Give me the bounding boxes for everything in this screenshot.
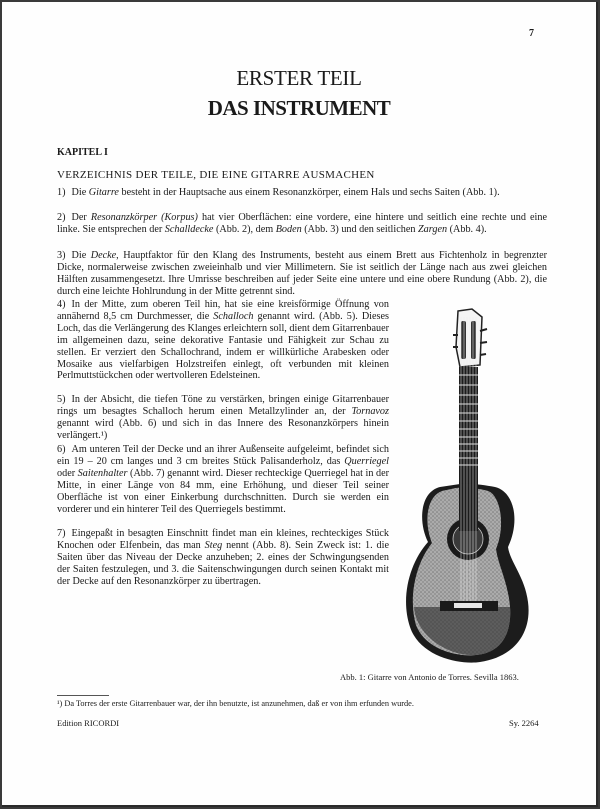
paragraph-number: 6)	[57, 444, 66, 455]
text-run: Eingepaßt in besagten Einschnitt findet man ein kleines, rechteckiges Stück Knochen oder Elfenbein, das man	[57, 528, 389, 551]
term-italic: Decke	[90, 250, 117, 261]
text-run: In der Mitte, zum oberen Teil hin, hat sie eine kreisförmige Öffnung von annähernd 8,5 cm Durchmesser, die	[57, 299, 389, 322]
paragraph-number: 7)	[57, 528, 66, 539]
text-run: genannt wird (Abb. 6) und sich in das Innere des Resonanzkörpers hinein verlängert.¹)	[57, 417, 389, 441]
term-italic: Tornavoz	[351, 405, 389, 417]
footnote-divider	[57, 695, 109, 696]
text-run: besteht in der Hauptsache aus einem Resonanzkörper, einem Hals und sechs Saiten (Abb. 1).	[118, 187, 500, 198]
text-run: Die	[71, 250, 91, 261]
paragraph-number: 2)	[57, 212, 66, 223]
figure-caption: Abb. 1: Gitarre von Antonio de Torres. Sevilla 1863.	[340, 672, 519, 682]
term-italic: Boden	[275, 223, 302, 235]
page-number: 7	[529, 28, 534, 39]
term-italic: Schalldecke	[164, 223, 214, 235]
paragraph-7	[57, 528, 389, 588]
paragraph-2	[57, 212, 547, 236]
text-run: (Abb. 7) genannt wird. Dieser rechteckige Querriegel hat in der Mitte, in einer Länge von 84 mm, eine Erhöhung, und dieser Teil seiner Oberfläche ist von einer Einkerbung durchschnitten. Durch sie werden ein vorderer und ein hinterer Teil des Querriegels bestimmt.	[57, 467, 389, 515]
guitar-photo-icon	[400, 307, 535, 667]
text-run: genannt wird. (Abb. 5). Dieses Loch, das die Verlängerung des Klanges erleichtern soll, dient dem Gitarrenbauer im allgemeinen dazu, seine dekorative Fantasie und Fähigkeit zur Schau zu stellen. Er verziert den Schallochrand, indem er willkürliche Arabesken oder Mosaike aus vielfarbigen Holzstreifen einlegt, oft verbunden mit kleinen Perlmuttstückchen oder wertvolleren Edelsteinen.	[57, 310, 389, 382]
term-italic: Saitenhalter	[77, 467, 128, 479]
paragraph-5	[57, 394, 389, 442]
text-run: Die	[71, 187, 89, 198]
text-run: (Abb. 4).	[447, 223, 487, 235]
text-run: , Hauptfaktor für den Klang des Instruments, besteht aus einem Brett aus Fichtenholz in begrenzter Dicke, normalerweise zwischen zweieinhalb und vier Millimetern. Sie ist seitlich der Länge nach aus zwei gleichen Hälften zusammengesetzt. Ihre Umrisse beschreiben auf jeder Seite eine untere und eine obere Rundung (Abb. 2), die durch eine leichte Hohlrundung in der Mitte getrennt sind.	[57, 250, 547, 297]
catalog-number: Sy. 2264	[509, 718, 539, 728]
text-run: Der	[71, 212, 91, 223]
text-run: In der Absicht, die tiefen Töne zu verstärken, bringen einige Gitarrenbauer rings um besagtes Schalloch herum einen Metallzylinder an, der	[57, 394, 389, 417]
term-italic: Gitarre	[88, 187, 119, 198]
paragraph-4	[57, 299, 389, 382]
publisher-label: Edition RICORDI	[57, 718, 120, 728]
term-italic: Steg	[204, 539, 223, 551]
term-italic: Querriegel	[344, 455, 389, 467]
text-run: oder	[57, 467, 78, 479]
footnote: ¹) Da Torres der erste Gitarrenbauer war, der ihn benutzte, ist anzunehmen, daß er von ihm erfunden wurde.	[57, 699, 414, 708]
term-italic: Resonanzkörper (Korpus)	[90, 212, 198, 223]
chapter-label: KAPITEL I	[57, 147, 108, 158]
text-run: nennt (Abb. 8). Sein Zweck ist: 1. die Saiten über das Niveau der Decke anzuheben; 2. eines der Schwingungsenden der Saiten festzulegen, und 3. die Saitenschwingungen durch seinen Kontakt mit der Decke auf den Resonanzkörper zu übertragen.	[57, 539, 389, 587]
section-heading: VERZEICHNIS DER TEILE, DIE EINE GITARRE AUSMACHEN	[57, 169, 375, 181]
part-title: ERSTER TEIL	[236, 66, 362, 90]
part-subtitle: DAS INSTRUMENT	[207, 96, 391, 120]
text-run: Am unteren Teil der Decke und an ihrer Außenseite aufgeleimt, befindet sich ein 19 – 20 cm langes und 3 cm breites Stück Palisanderholz, das	[57, 444, 389, 467]
text-run: (Abb. 3) und den seitlichen	[301, 223, 418, 235]
text-run: (Abb. 2), dem	[213, 223, 276, 235]
term-italic: Schalloch	[213, 310, 254, 322]
paragraph-number: 4)	[57, 299, 66, 310]
paragraph-3	[57, 250, 547, 298]
paragraph-number: 5)	[57, 394, 66, 405]
text-run: hat vier Oberflächen: eine vordere, eine hintere und seitlich eine rechte und eine linke. Sie entsprechen der	[57, 212, 547, 235]
paragraph-1	[57, 187, 547, 199]
term-italic: Zargen	[418, 223, 448, 235]
paragraph-number: 1)	[57, 187, 66, 198]
paragraph-6	[57, 444, 389, 515]
book-page	[2, 2, 598, 807]
paragraph-number: 3)	[57, 250, 66, 261]
